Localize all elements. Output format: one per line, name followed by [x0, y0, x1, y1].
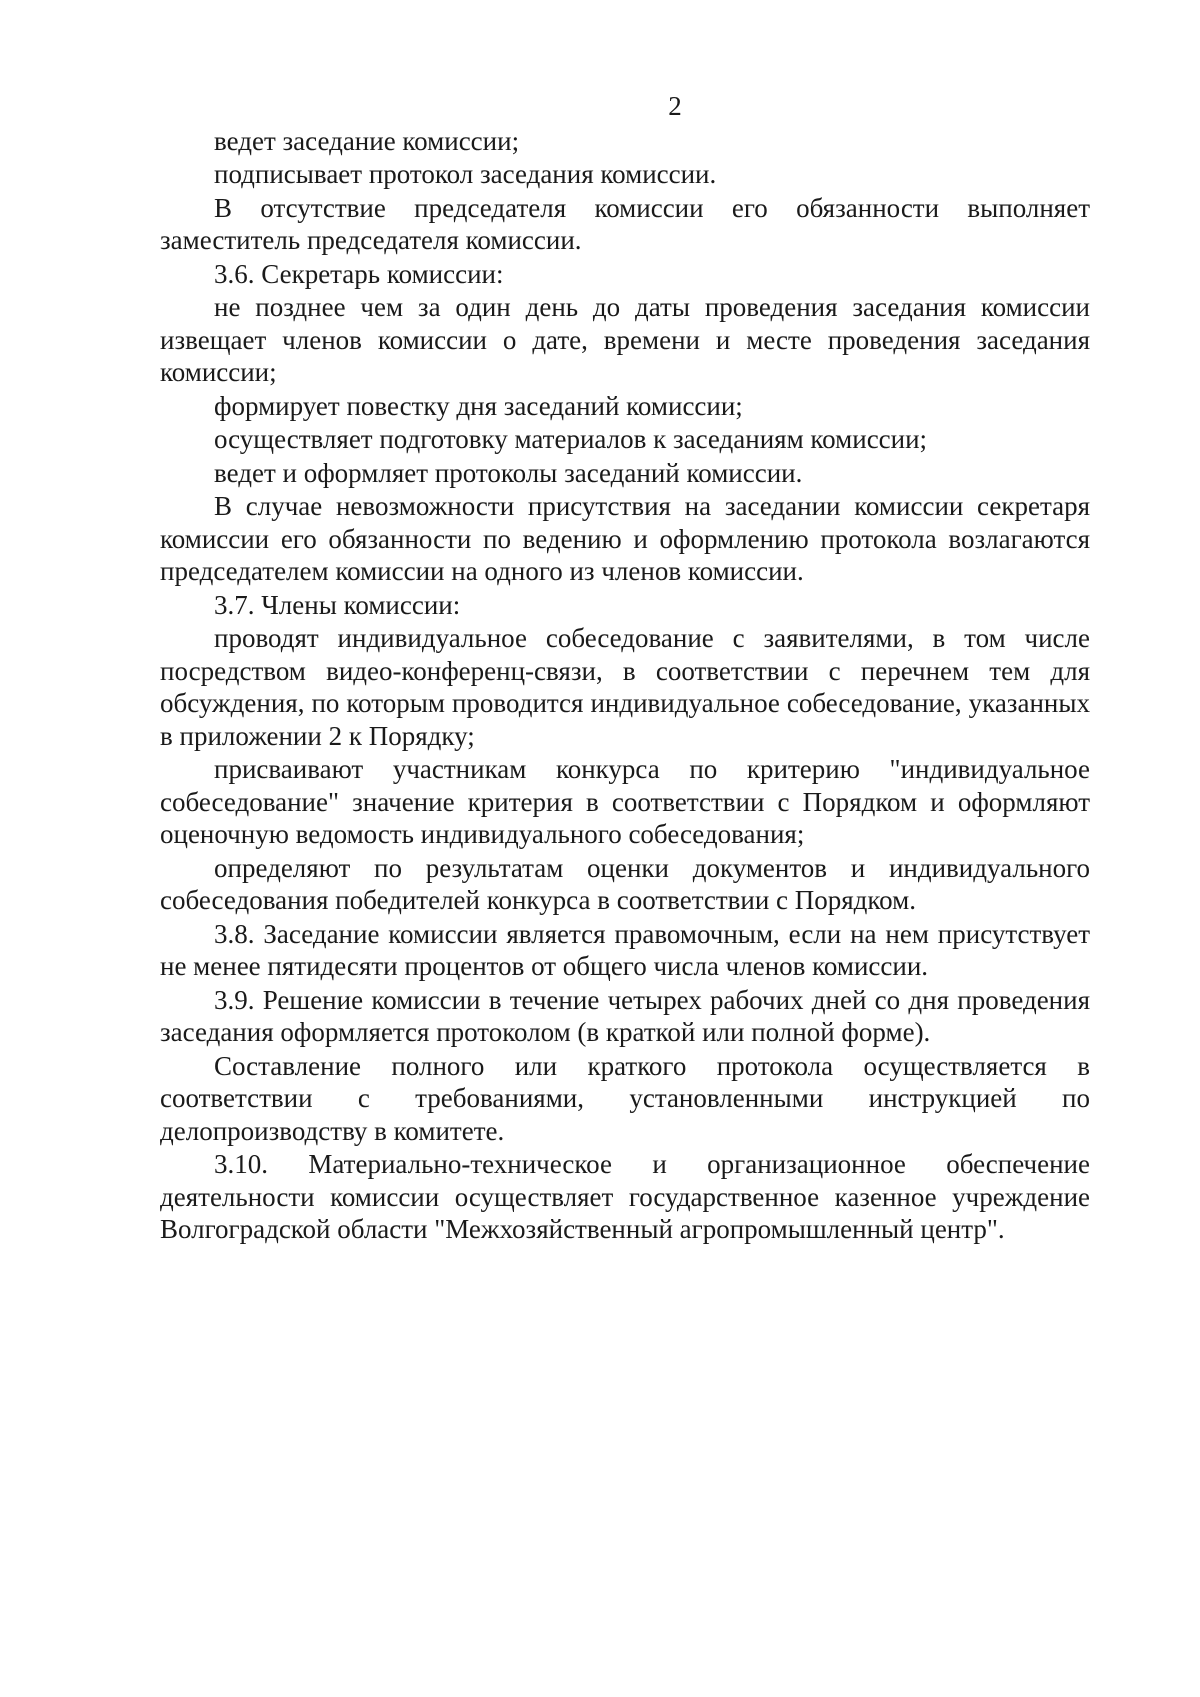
section-3-9: 3.9. Решение комиссии в течение четырех рабочих дней со дня проведения заседания оформляется протоколом (в краткой или полной форме).: [160, 984, 1090, 1047]
paragraph-secretary-absence: В случае невозможности присутствия на заседании комиссии секретаря комиссии его обязанности по ведению и оформлению протокола возлагаются председателем комиссии на одного из членов комиссии.: [160, 491, 1090, 586]
paragraph-chair-duty-1: ведет заседание комиссии;: [214, 125, 520, 156]
page-number: 2: [668, 91, 682, 121]
paragraph-secretary-materials: осуществляет подготовку материалов к заседаниям комиссии;: [214, 424, 928, 454]
section-3-7-heading: 3.7. Члены комиссии:: [214, 589, 461, 620]
paragraph-chair-absence: В отсутствие председателя комиссии его обязанности выполняет заместитель председателя комиссии.: [160, 192, 1090, 255]
paragraph-chair-duty-2: подписывает протокол заседания комиссии.: [214, 159, 717, 189]
paragraph-members-assign: присваивают участникам конкурса по критерию "индивидуальное собеседование" значение критерия в соответствии с Порядком и оформляют оценочную ведомость индивидуального собеседования;: [160, 754, 1090, 849]
section-3-10: 3.10. Материально-техническое и организационное обеспечение деятельности комиссии осуществляет государственное казенное учреждение Волгоградской области "Межхозяйственный агропромышленный центр".: [160, 1149, 1090, 1244]
paragraph-secretary-protocols: ведет и оформляет протоколы заседаний комиссии.: [214, 457, 803, 488]
section-3-6-heading: 3.6. Секретарь комиссии:: [214, 258, 504, 289]
paragraph-secretary-agenda: формирует повестку дня заседаний комиссии;: [214, 390, 743, 421]
paragraph-members-winners: определяют по результатам оценки документов и индивидуального собеседования победителей конкурса в соответствии с Порядком.: [160, 852, 1090, 915]
paragraph-protocol-compilation: Составление полного или краткого протокола осуществляется в соответствии с требованиями, установленными инструкцией по делопроизводству в комитете.: [160, 1050, 1090, 1146]
section-3-8: 3.8. Заседание комиссии является правомочным, если на нем присутствует не менее пятидесяти процентов от общего числа членов комиссии.: [160, 918, 1090, 981]
paragraph-secretary-notifies: не позднее чем за один день до даты проведения заседания комиссии извещает членов комиссии о дате, времени и месте проведения заседания комиссии;: [160, 292, 1090, 387]
paragraph-members-interview: проводят индивидуальное собеседование с заявителями, в том числе посредством видео-конференц-связи, в соответствии с перечнем тем для обсуждения, по которым проводится индивидуальное собеседование, указанных в приложении 2 к Порядку;: [160, 623, 1090, 751]
